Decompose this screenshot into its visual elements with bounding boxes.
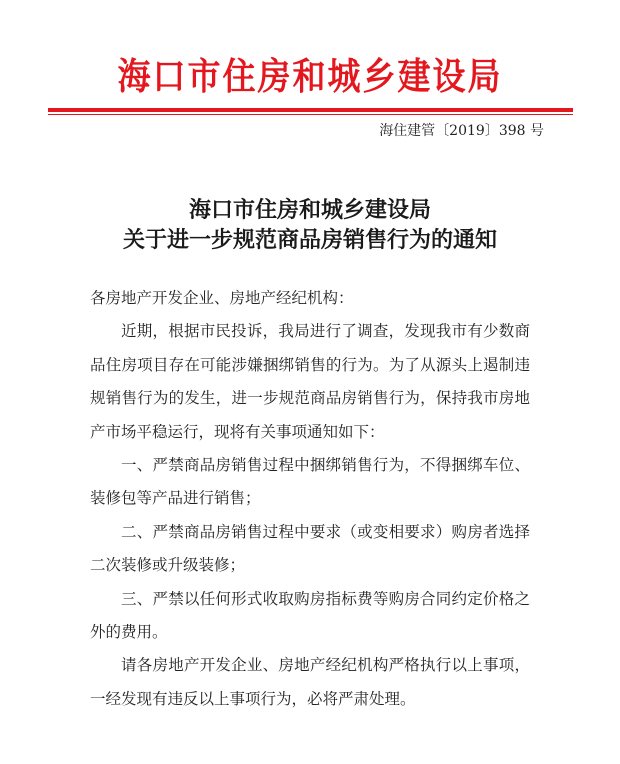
letterhead-red-rule-thin [48,114,573,115]
letterhead-org-name: 海口市住房和城乡建设局 [117,54,503,98]
salutation: 各房地产开发企业、房地产经纪机构： [90,289,354,307]
body-paragraph-intro: 近期，根据市民投诉，我局进行了调查，发现我市有少数商品住房项目存在可能涉嫌捆绑销售的行为。为了从源头上遏制违规销售行为的发生，进一步规范商品房销售行为，保持我市房地产市场平稳运行，现将有关事项通知如下： [90,322,530,441]
document-title-line-2: 关于进一步规范商品房销售行为的通知 [122,228,497,253]
letterhead-red-rule-thick [48,108,573,112]
document-body [90,282,530,716]
body-paragraph-item-3: 三、严禁以任何形式收取购房指标费等购房合同约定价格之外的费用。 [90,589,530,642]
document-number: 海住建管〔2019〕398 号 [379,123,544,139]
document-title-line-1: 海口市住房和城乡建设局 [188,198,431,223]
body-paragraph-closing: 请各房地产开发企业、房地产经纪机构严格执行以上事项，一经发现有违反以上事项行为，必将严肃处理。 [90,656,530,708]
body-paragraph-item-2: 二、严禁商品房销售过程中要求（或变相要求）购房者选择二次装修或升级装修； [90,522,530,575]
body-paragraph-item-1: 一、严禁商品房销售过程中捆绑销售行为，不得捆绑车位、装修包等产品进行销售； [90,456,530,508]
